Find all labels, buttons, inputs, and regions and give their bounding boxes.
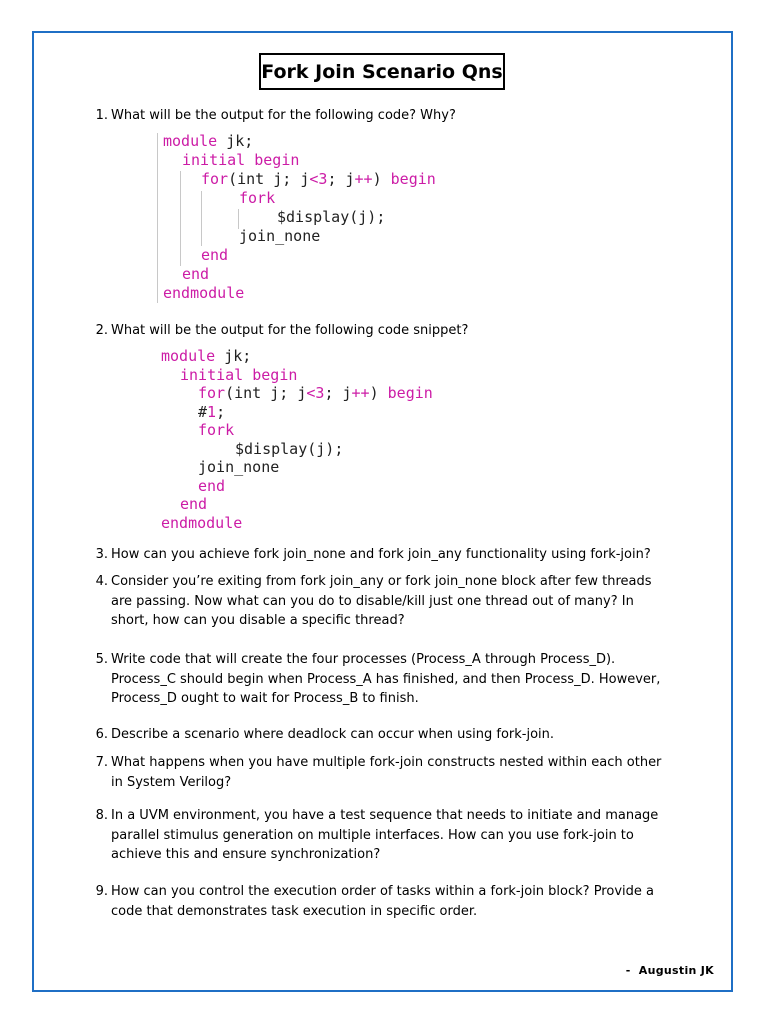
indent-guide xyxy=(238,209,239,229)
author-name: Augustin JK xyxy=(638,964,714,977)
question-number: 7. xyxy=(95,755,108,770)
code-line: $display(j); xyxy=(277,208,386,226)
code-line: $display(j); xyxy=(235,440,344,458)
question-text: What will be the output for the following code snippet? xyxy=(111,323,469,338)
code-line: end xyxy=(201,246,229,264)
code-line: module jk; xyxy=(163,132,254,150)
code-line: join_none xyxy=(198,458,280,476)
code-line: endmodule xyxy=(163,284,245,302)
code-line: initial begin xyxy=(182,151,300,169)
code-line: for(int j; j<3; j++) begin xyxy=(201,170,436,188)
indent-guide xyxy=(180,171,181,266)
question-text: Write code that will create the four processes (Process_A through Process_D). Process_C should begin when Process_A has finished, and then Process_D. However, Process_D ought to wait for Process_B to finish. xyxy=(111,652,661,706)
question-number: 3. xyxy=(95,547,108,562)
question-number: 2. xyxy=(95,323,108,338)
page-title: Fork Join Scenario Qns xyxy=(259,53,505,90)
question-number: 6. xyxy=(95,727,108,742)
question-number: 5. xyxy=(95,652,108,667)
indent-guide xyxy=(157,133,158,303)
question-text: How can you control the execution order of tasks within a fork-join block? Provide a code that demonstrates task execution in specific order. xyxy=(111,884,654,919)
code-line: join_none xyxy=(239,227,321,245)
indent-guide xyxy=(201,191,202,246)
code-line: endmodule xyxy=(161,514,243,532)
code-line: fork xyxy=(198,421,235,439)
question-number: 1. xyxy=(95,108,108,123)
author-credit xyxy=(626,964,714,977)
question-number: 4. xyxy=(95,574,108,589)
code-line: initial begin xyxy=(180,366,298,384)
code-line: module jk; xyxy=(161,347,252,365)
question-number: 9. xyxy=(95,884,108,899)
question-text: In a UVM environment, you have a test sequence that needs to initiate and manage parallel stimulus generation on multiple interfaces. How can you use fork-join to achieve this and ensure synchronization? xyxy=(111,808,659,862)
code-line: end xyxy=(180,495,208,513)
question-text: What happens when you have multiple fork-join constructs nested within each other in System Verilog? xyxy=(111,755,662,790)
code-line: end xyxy=(198,477,226,495)
question-number: 8. xyxy=(95,808,108,823)
code-line: end xyxy=(182,265,210,283)
code-line: fork xyxy=(239,189,276,207)
question-text: Consider you’re exiting from fork join_any or fork join_none block after few threads are passing. Now what can you do to disable/kill just one thread out of many? In short, how can you disable a specific thread? xyxy=(111,574,652,628)
question-text: How can you achieve fork join_none and fork join_any functionality using fork-join? xyxy=(111,547,651,562)
question-text: Describe a scenario where deadlock can occur when using fork-join. xyxy=(111,727,555,742)
credit-dash: - xyxy=(625,964,631,977)
code-line: for(int j; j<3; j++) begin xyxy=(198,384,433,402)
question-text: What will be the output for the following code? Why? xyxy=(111,108,456,123)
code-line: #1; xyxy=(198,403,226,421)
